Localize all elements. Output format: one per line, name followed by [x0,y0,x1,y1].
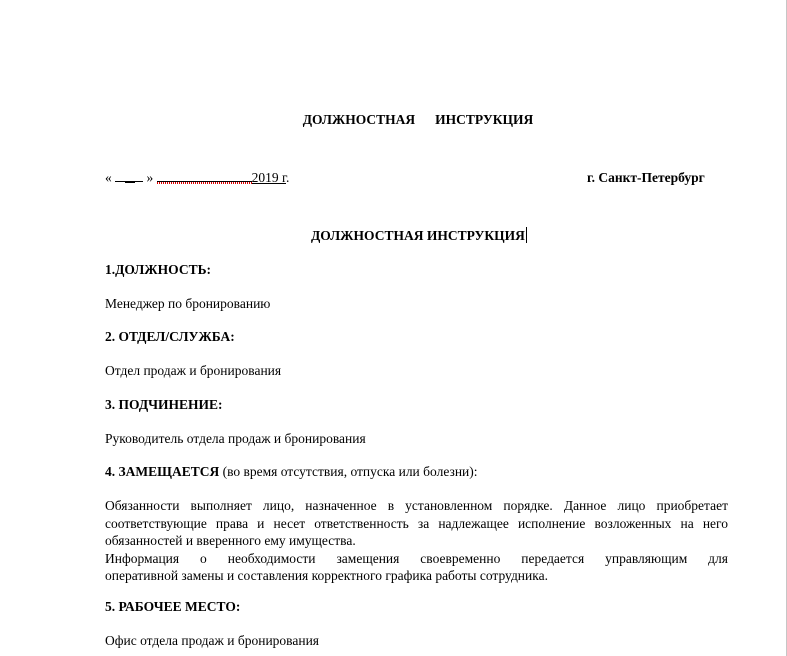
date-open-quote: « [105,170,112,185]
section-2-body: Отдел продаж и бронирования [105,363,282,378]
section-5-heading: 5. РАБОЧЕЕ МЕСТО: [105,599,241,614]
header-title [0,112,787,128]
day-blank[interactable] [115,170,143,182]
section-4-heading-line [105,464,478,480]
main-title[interactable] [311,227,527,244]
month-blank[interactable] [157,170,252,182]
date-close-quote: » [146,170,154,185]
section-4-line: обязанностей и вверенного ему имущества. [105,533,356,548]
header-title-word1: ДОЛЖНОСТНАЯ [302,112,416,127]
section-3-heading: 3. ПОДЧИНЕНИЕ: [105,397,223,412]
section-4-heading-note: (во время отсутствия, отпуска или болезни): [219,464,478,479]
date-year: 2019 г [251,170,287,185]
section-4-line: оперативной замены и составления корректного графика работы сотрудника. [105,568,548,583]
main-title-text: ДОЛЖНОСТНАЯ ИНСТРУКЦИЯ [311,228,525,243]
section-4-line: Информация о необходимости замещения своевременно передается управляющим для [105,550,728,566]
city: г. Санкт-Петербург [587,170,705,185]
section-4-line: Обязанности выполняет лицо, назначенное в установленном порядке. Данное лицо приобретает [105,498,728,513]
section-4-body [105,497,728,585]
date-period: . [286,170,290,185]
spellcheck-underline [157,182,252,184]
section-3-body: Руководитель отдела продаж и бронирования [105,431,366,446]
section-5-body: Офис отдела продаж и бронирования [105,633,320,648]
text-cursor [526,227,527,243]
section-4-heading: 4. ЗАМЕЩАЕТСЯ [105,464,220,479]
section-2-heading: 2. ОТДЕЛ/СЛУЖБА: [105,329,235,344]
section-1-body: Менеджер по бронированию [105,296,271,311]
date-line[interactable] [105,170,289,186]
header-title-word2: ИНСТРУКЦИЯ [435,112,534,127]
section-4-line: соответствующие права и несет ответственность за надлежащее исполнение возложенных на него [105,515,728,531]
section-1-heading: 1.ДОЛЖНОСТЬ: [105,262,211,277]
